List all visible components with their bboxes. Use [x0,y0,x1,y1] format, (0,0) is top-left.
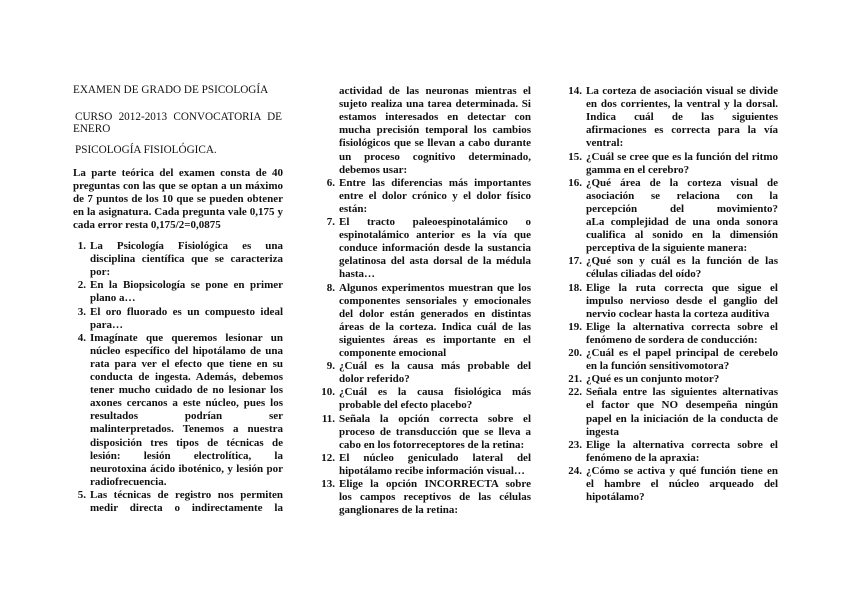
question-number: 21. [568,373,582,386]
question-q10: probable del efecto placebo? [339,399,473,412]
question-q23: Elige la alternativa correcta sobre el [586,438,778,451]
intro-paragraph: de 7 puntos de los 10 que se pueden obtener [73,193,283,206]
question-q7: conduce información desde la sustancia [339,242,531,255]
question-q20: en la función sensitivomotora? [586,360,730,373]
question-q13: ganglionares de la retina: [339,504,459,517]
question-q22: el factor que NO desempeña ningún [586,399,778,412]
question-number: 5. [77,488,86,501]
question-q14: La corteza de asociación visual se divide [586,85,778,97]
question-q4: axones cercanos a este núcleo, pues los [90,397,283,410]
question-q4: Imagínate que queremos lesionar un [90,331,283,344]
question-q4: tener mucho cuidado de no lesionar los [90,384,283,397]
question-q18: impulso nervioso desde el ganglio del [586,294,778,307]
question-q4: núcleo específico del hipotálamo de una [90,344,283,357]
question-number: 2. [77,279,86,292]
question-q8: componente emocional [339,347,447,359]
question-q20: ¿Cuál es el papel principal de cerebelo [586,347,778,359]
question-q6: están: [339,202,368,215]
question-number: 20. [568,347,582,359]
question-q16: percepción del movimiento? [586,202,778,215]
question-q5-continued: un proceso cognitivo determinado, [339,150,531,163]
question-q22: Señala entre las siguientes alternativas [586,386,778,399]
question-q23: fenómeno de la apraxia: [586,451,700,464]
question-number: 12. [321,451,335,464]
question-q24: el hambre el núcleo arqueado del [586,478,778,490]
question-q8: del dolor están generados en distintas [339,307,531,320]
question-number: 14. [568,85,582,97]
question-number: 13. [321,478,335,490]
question-q18: Elige la ruta correcta que sigue el [586,281,778,294]
question-q16: ¿Qué área de la corteza visual de [586,176,778,189]
question-q9: dolor referido? [339,373,410,386]
question-q8: componentes sensoriales y emocionales [339,294,531,307]
question-q2: En la Biopsicología se pone en primer [90,279,283,292]
question-q13: Elige la opción INCORRECTA sobre [339,478,531,490]
question-q12: hipotálamo recibe información visual… [339,464,525,477]
question-q4: disposición tres tipos de técnicas de [90,436,283,449]
question-q1: disciplina científica que se caracteriza [90,253,283,266]
question-number: 4. [77,331,86,344]
question-q7: espinotalámico anterior es la vía que [339,229,531,242]
question-q15: gamma en el cerebro? [586,163,690,176]
question-q7: hasta… [339,268,376,281]
question-number: 22. [568,386,582,399]
question-q3: para… [90,318,123,331]
question-q14: Indica cuál de las siguientes [586,111,778,124]
intro-paragraph: La parte teórica del examen consta de 40 [73,167,283,179]
question-number: 7. [326,216,335,228]
question-q13: los campos receptivos de las células [339,491,531,504]
question-q5: medir directa o indirectamente la [90,502,283,514]
question-number: 1. [77,240,86,252]
question-number: 9. [326,360,335,373]
question-q4: rata para ver el efecto que tiene en su [90,357,283,370]
intro-paragraph: cada error resta 0,175/2=0,0875 [73,219,221,232]
question-number: 10. [321,386,335,399]
question-number: 24. [568,464,582,477]
question-q15: ¿Cuál se cree que es la función del ritmo [586,150,778,163]
question-q4: lesión: lesión electrolítica, la [90,449,283,462]
question-number: 8. [326,281,335,294]
question-q24: hipotálamo? [586,491,645,504]
question-q7: El tracto paleoespinotalámico o [339,216,531,228]
question-q4: resultados podrían ser [90,410,283,423]
subject-title: PSICOLOGÍA FISIOLÓGICA. [75,144,217,156]
question-q5-continued: actividad de las neuronas mientras el [339,85,531,97]
question-q12: El núcleo geniculado lateral del [339,451,531,464]
question-q5-continued: sujeto realiza una tarea determinada. Si [339,98,531,111]
question-q16: asociación se relaciona con la [586,189,778,202]
question-q4: radiofrecuencia. [90,475,167,488]
question-q16: aLa complejidad de una onda sonora [586,216,778,228]
exam-title: EXAMEN DE GRADO DE PSICOLOGÍA [73,84,269,96]
question-q17: células ciliadas del oído? [586,268,702,281]
course-line: CURSO 2012-2013 CONVOCATORIA DE [75,111,282,123]
question-q16: cualifica al sonido en la dimensión [586,229,778,242]
question-q6: Entre las diferencias más importantes [339,176,531,189]
question-q2: plano a… [90,292,136,305]
question-q4: malinterpretados. Tenemos a nuestra [90,423,283,436]
question-q11: Señala la opción correcta sobre el [339,412,531,425]
question-q4: conducta de ingesta. Además, debemos [90,371,283,383]
question-q22: papel en la iniciación de la conducta de [586,412,778,425]
question-q8: áreas de la corteza. Indica cuál de las [339,320,531,333]
question-number: 3. [77,305,86,318]
question-q22: ingesta [586,425,619,438]
question-q24: ¿Cómo se activa y qué función tiene en [586,464,778,477]
question-q5-continued: mucha precisión temporal los cambios [339,124,531,137]
question-number: 19. [568,320,582,333]
question-q8: siguientes áreas es importante en el [339,333,531,346]
question-q6: entre el dolor crónico y el dolor físico [339,189,531,202]
question-q21: ¿Qué es un conjunto motor? [586,373,720,386]
question-q5: Las técnicas de registro nos permiten [90,488,283,501]
question-q18: nervio coclear hasta la corteza auditiva [586,307,770,320]
question-q4: neurotoxina ácido iboténico, y lesión por [90,462,283,475]
question-q17: ¿Qué son y cuál es la función de las [586,255,778,268]
question-q19: Elige la alternativa correcta sobre el [586,320,778,333]
question-q1: por: [90,266,111,279]
intro-paragraph: preguntas con las que se optan a un máximo [73,180,283,193]
question-number: 23. [568,438,582,451]
question-number: 11. [321,412,335,425]
question-q3: El oro fluorado es un compuesto ideal [90,305,283,318]
question-q11: cabo en los fotorreceptores de la retina: [339,438,525,451]
question-q5-continued: estamos interesados en detectar con [339,111,531,124]
course-line: ENERO [73,123,111,135]
question-q5-continued: fisiológicos que se llevan a cabo durante [339,137,531,150]
question-q9: ¿Cuál es la causa más probable del [339,360,531,373]
question-q8: Algunos experimentos muestran que los [339,281,531,294]
question-q1: La Psicología Fisiológica es una [90,240,283,252]
question-q11: proceso de transducción que se lleva a [339,425,531,438]
question-number: 17. [568,255,582,268]
question-q14: ventral: [586,137,624,150]
question-q10: ¿Cuál es la causa fisiológica más [339,386,531,399]
question-q19: fenómeno de sordera de conducción: [586,333,758,346]
question-q14: afirmaciones es correcta para la vía [586,124,778,137]
question-q14: en dos corrientes, la ventral y la dorsal. [586,98,778,111]
question-number: 15. [568,150,582,163]
question-number: 6. [326,176,335,189]
question-number: 16. [568,176,582,189]
question-q5-continued: debemos usar: [339,163,408,176]
intro-paragraph: en la asignatura. Cada pregunta vale 0,175 y [73,206,283,219]
question-q7: gelatinosa del asta dorsal de la médula [339,255,531,268]
question-number: 18. [568,281,582,294]
question-q16: perceptiva de la siguiente manera: [586,242,748,255]
